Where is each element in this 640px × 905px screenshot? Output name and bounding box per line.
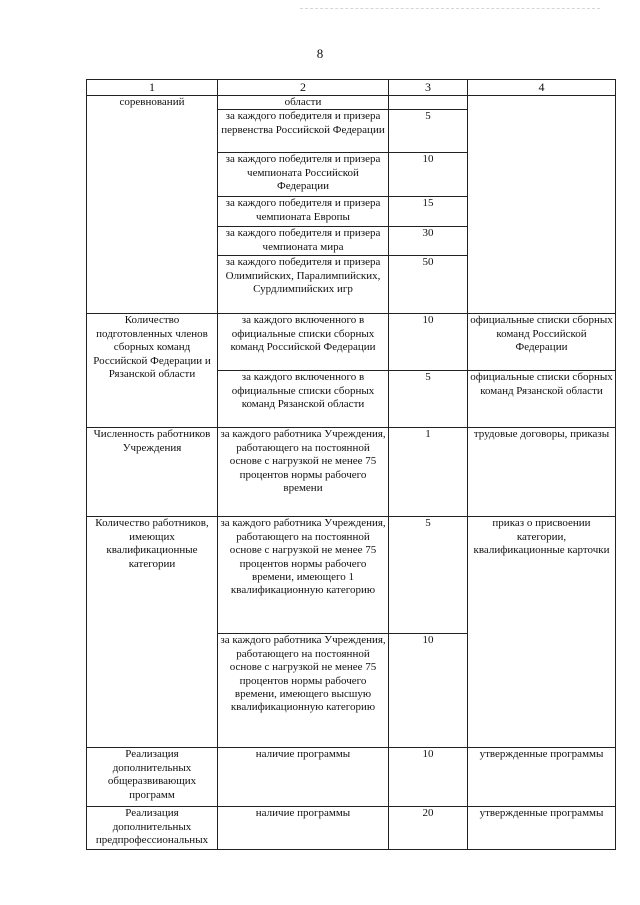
indicator-cell: Численность работников Учреждения bbox=[87, 428, 218, 517]
criterion-cell: за каждого победителя и призера Олимпийских, Паралимпийских, Сурдлимпийских игр bbox=[218, 256, 389, 314]
table-header-row bbox=[87, 80, 616, 96]
column-header: 1 bbox=[87, 80, 218, 96]
document-cell: официальные списки сборных команд Рязанской области bbox=[468, 371, 616, 428]
criteria-table bbox=[86, 79, 616, 850]
criterion-cell: за каждого работника Учреждения, работающего на постоянной основе с нагрузкой не менее 75 процентов нормы рабочего времени bbox=[218, 428, 389, 517]
points-cell: 5 bbox=[389, 517, 468, 634]
document-cell: официальные списки сборных команд Российской Федерации bbox=[468, 314, 616, 371]
points-cell: 5 bbox=[389, 110, 468, 153]
indicator-cell: Реализация дополнительных предпрофессиональных bbox=[87, 807, 218, 850]
points-cell: 15 bbox=[389, 197, 468, 227]
criterion-cell: области bbox=[218, 96, 389, 110]
criterion-cell: за каждого победителя и призера чемпионата мира bbox=[218, 227, 389, 256]
column-header: 3 bbox=[389, 80, 468, 96]
criterion-cell: за каждого победителя и призера чемпионата Европы bbox=[218, 197, 389, 227]
criterion-cell: за каждого победителя и призера чемпионата Российской Федерации bbox=[218, 153, 389, 197]
document-cell: утвержденные программы bbox=[468, 748, 616, 807]
column-header: 2 bbox=[218, 80, 389, 96]
document-cell bbox=[468, 96, 616, 314]
table-row bbox=[87, 96, 616, 110]
points-cell: 30 bbox=[389, 227, 468, 256]
points-cell: 10 bbox=[389, 748, 468, 807]
criterion-cell: за каждого победителя и призера первенства Российской Федерации bbox=[218, 110, 389, 153]
points-cell: 50 bbox=[389, 256, 468, 314]
table-row bbox=[87, 748, 616, 807]
points-cell: 10 bbox=[389, 634, 468, 748]
table-row bbox=[87, 517, 616, 634]
indicator-cell: соревнований bbox=[87, 96, 218, 314]
criterion-cell: за каждого работника Учреждения, работающего на постоянной основе с нагрузкой не менее 75 процентов нормы рабочего времени, имеющего высшую квалификационную категорию bbox=[218, 634, 389, 748]
criterion-cell: за каждого включенного в официальные списки сборных команд Рязанской области bbox=[218, 371, 389, 428]
document-cell: трудовые договоры, приказы bbox=[468, 428, 616, 517]
criterion-cell: за каждого включенного в официальные списки сборных команд Российской Федерации bbox=[218, 314, 389, 371]
page-number: 8 bbox=[316, 46, 324, 61]
points-cell: 5 bbox=[389, 371, 468, 428]
criterion-cell: за каждого работника Учреждения, работающего на постоянной основе с нагрузкой не менее 75 процентов нормы рабочего времени, имеющего 1 квалификационную категорию bbox=[218, 517, 389, 634]
column-header: 4 bbox=[468, 80, 616, 96]
indicator-cell: Количество работников, имеющих квалификационные категории bbox=[87, 517, 218, 748]
points-cell bbox=[389, 96, 468, 110]
points-cell: 10 bbox=[389, 153, 468, 197]
indicator-cell: Реализация дополнительных общеразвивающих программ bbox=[87, 748, 218, 807]
document-cell: приказ о присвоении категории, квалификационные карточки bbox=[468, 517, 616, 748]
document-cell: утвержденные программы bbox=[468, 807, 616, 850]
table-row bbox=[87, 428, 616, 517]
indicator-cell: Количество подготовленных членов сборных команд Российской Федерации и Рязанской области bbox=[87, 314, 218, 428]
scan-artifact-line bbox=[300, 8, 600, 15]
table-row bbox=[87, 807, 616, 850]
table-row bbox=[87, 314, 616, 371]
points-cell: 10 bbox=[389, 314, 468, 371]
points-cell: 1 bbox=[389, 428, 468, 517]
criterion-cell: наличие программы bbox=[218, 807, 389, 850]
criterion-cell: наличие программы bbox=[218, 748, 389, 807]
points-cell: 20 bbox=[389, 807, 468, 850]
